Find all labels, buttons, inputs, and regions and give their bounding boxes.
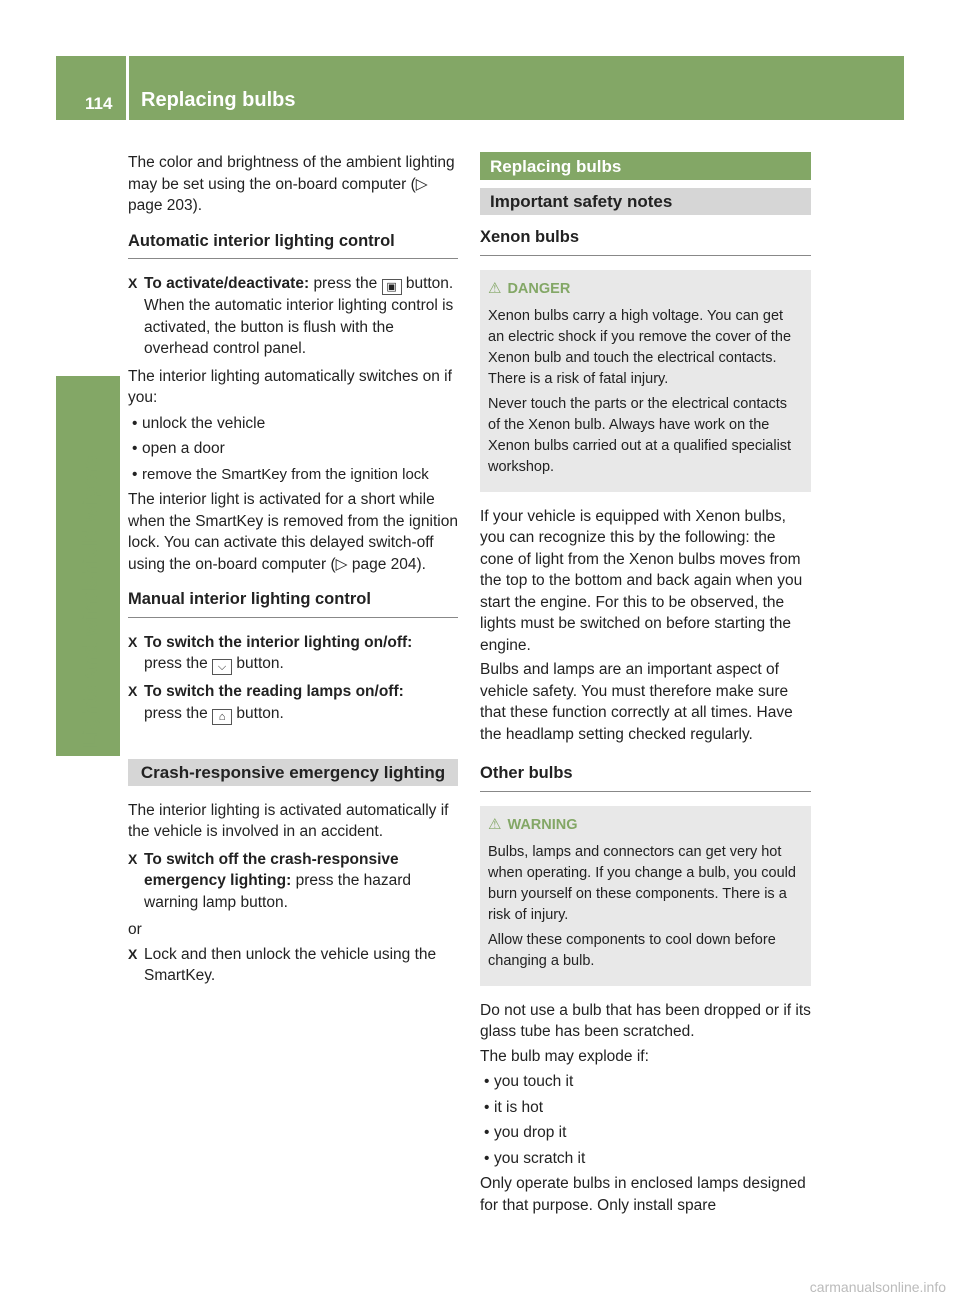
other-paragraph: The bulb may explode if: (480, 1047, 649, 1065)
action-arrow-icon: X (128, 633, 138, 650)
other-paragraph: Only operate bulbs in enclosed lamps designed for that purpose. Only install spare (480, 1175, 806, 1214)
watermark: carmanualsonline.info (809, 1278, 946, 1295)
action-detail: When the automatic interior lighting control is activated, the button is flush with the overhead control panel. (144, 297, 454, 357)
section-bar: Replacing bulbs (480, 152, 811, 180)
page-title: Replacing bulbs (141, 89, 296, 111)
warning-paragraph: Bulbs, lamps and connectors can get very hot when operating. If you change a bulb, you could burn yourself on these components. There is a risk of injury. (488, 843, 796, 923)
heading-crash-lighting: Crash-responsive emergency lighting (128, 759, 458, 786)
action-arrow-icon: X (128, 275, 138, 291)
list-item: • you drop it (484, 1124, 567, 1141)
or-text: or (128, 921, 142, 938)
intro-paragraph: The color and brightness of the ambient lighting may be set using the on-board computer (▷ page 203). (128, 154, 455, 214)
chapter-label: Lights and windshield wipers (79, 455, 102, 748)
auto-switch-text: The interior lighting automatically switches on if you: (128, 367, 452, 406)
danger-paragraph: Xenon bulbs carry a high voltage. You can get an electric shock if you remove the cover of the Xenon bulb and touch the electrical contacts. There is a risk of fatal injury. (488, 307, 792, 387)
heading-automatic-lighting: Automatic interior lighting control (128, 231, 458, 260)
right-column (480, 152, 811, 1219)
list-item: • remove the SmartKey from the ignition lock (132, 465, 429, 483)
warning-box (480, 806, 811, 986)
header-divider (126, 56, 129, 120)
page-number: 114 (85, 94, 113, 113)
action-arrow-icon: X (128, 850, 138, 867)
auto-after-text: The interior light is activated for a short while when the SmartKey is removed from the ignition lock. You can activate this delayed switch-off using the on-board computer (▷ page 204). (128, 491, 458, 573)
danger-paragraph: Never touch the parts or the electrical contacts of the Xenon bulb. Always have work on the Xenon bulbs carried out at a qualified specialist workshop. (488, 395, 792, 475)
xenon-paragraph: If your vehicle is equipped with Xenon bulbs, you can recognize this by the following: the cone of light from the Xenon bulbs moves from the top to the bottom and back again when you start the engine. For this to be observed, the lights must be switched on before starting the engine. (480, 507, 803, 654)
danger-title: ⚠ DANGER (488, 279, 571, 297)
danger-box (480, 270, 811, 492)
action-activate: X To activate/deactivate: press the ▣ button. When the automatic interior lighting control is activated, the button is flush with the overhead control panel. (128, 275, 454, 357)
warning-paragraph: Allow these components to cool down before changing a bulb. (488, 931, 776, 969)
heading-manual-lighting: Manual interior lighting control (128, 589, 458, 618)
list-item: • you touch it (484, 1073, 574, 1090)
other-paragraph: Do not use a bulb that has been dropped or if its glass tube has been scratched. (480, 1001, 811, 1040)
list-item: • it is hot (484, 1098, 544, 1116)
heading-xenon-bulbs: Xenon bulbs (480, 227, 811, 256)
warning-triangle-icon: ⚠ (488, 279, 502, 297)
subsection-bar: Important safety notes (480, 188, 811, 215)
interior-light-button-icon: ⌵ (212, 659, 232, 675)
action-arrow-icon: X (128, 945, 138, 962)
heading-other-bulbs: Other bulbs (480, 763, 811, 792)
list-item: • you scratch it (484, 1149, 586, 1167)
action-arrow-icon: X (128, 683, 138, 699)
action-lock-unlock: X Lock and then unlock the vehicle using the SmartKey. (128, 945, 437, 984)
crash-text: The interior lighting is activated automatically if the vehicle is involved in an accident. (128, 801, 449, 840)
list-item: • unlock the vehicle (132, 414, 266, 432)
list-item: • open a door (132, 440, 225, 457)
action-reading-lamps: X To switch the reading lamps on/off: press the ⌂ button. (128, 683, 404, 723)
left-column (128, 152, 458, 993)
action-crash-off: X To switch off the crash-responsive emergency lighting: press the hazard warning lamp button. (128, 850, 412, 911)
action-interior-light: X To switch the interior lighting on/off: press the ⌵ button. (128, 633, 413, 673)
auto-lighting-button-icon: ▣ (382, 279, 402, 295)
xenon-paragraph: Bulbs and lamps are an important aspect of vehicle safety. You must therefore make sure that these function correctly at all times. Have the headlamp setting checked regularly. (480, 661, 793, 743)
page-header (56, 56, 904, 120)
warning-title: ⚠ WARNING (488, 815, 578, 833)
warning-triangle-icon: ⚠ (488, 815, 502, 833)
reading-lamp-button-icon: ⌂ (212, 709, 232, 725)
